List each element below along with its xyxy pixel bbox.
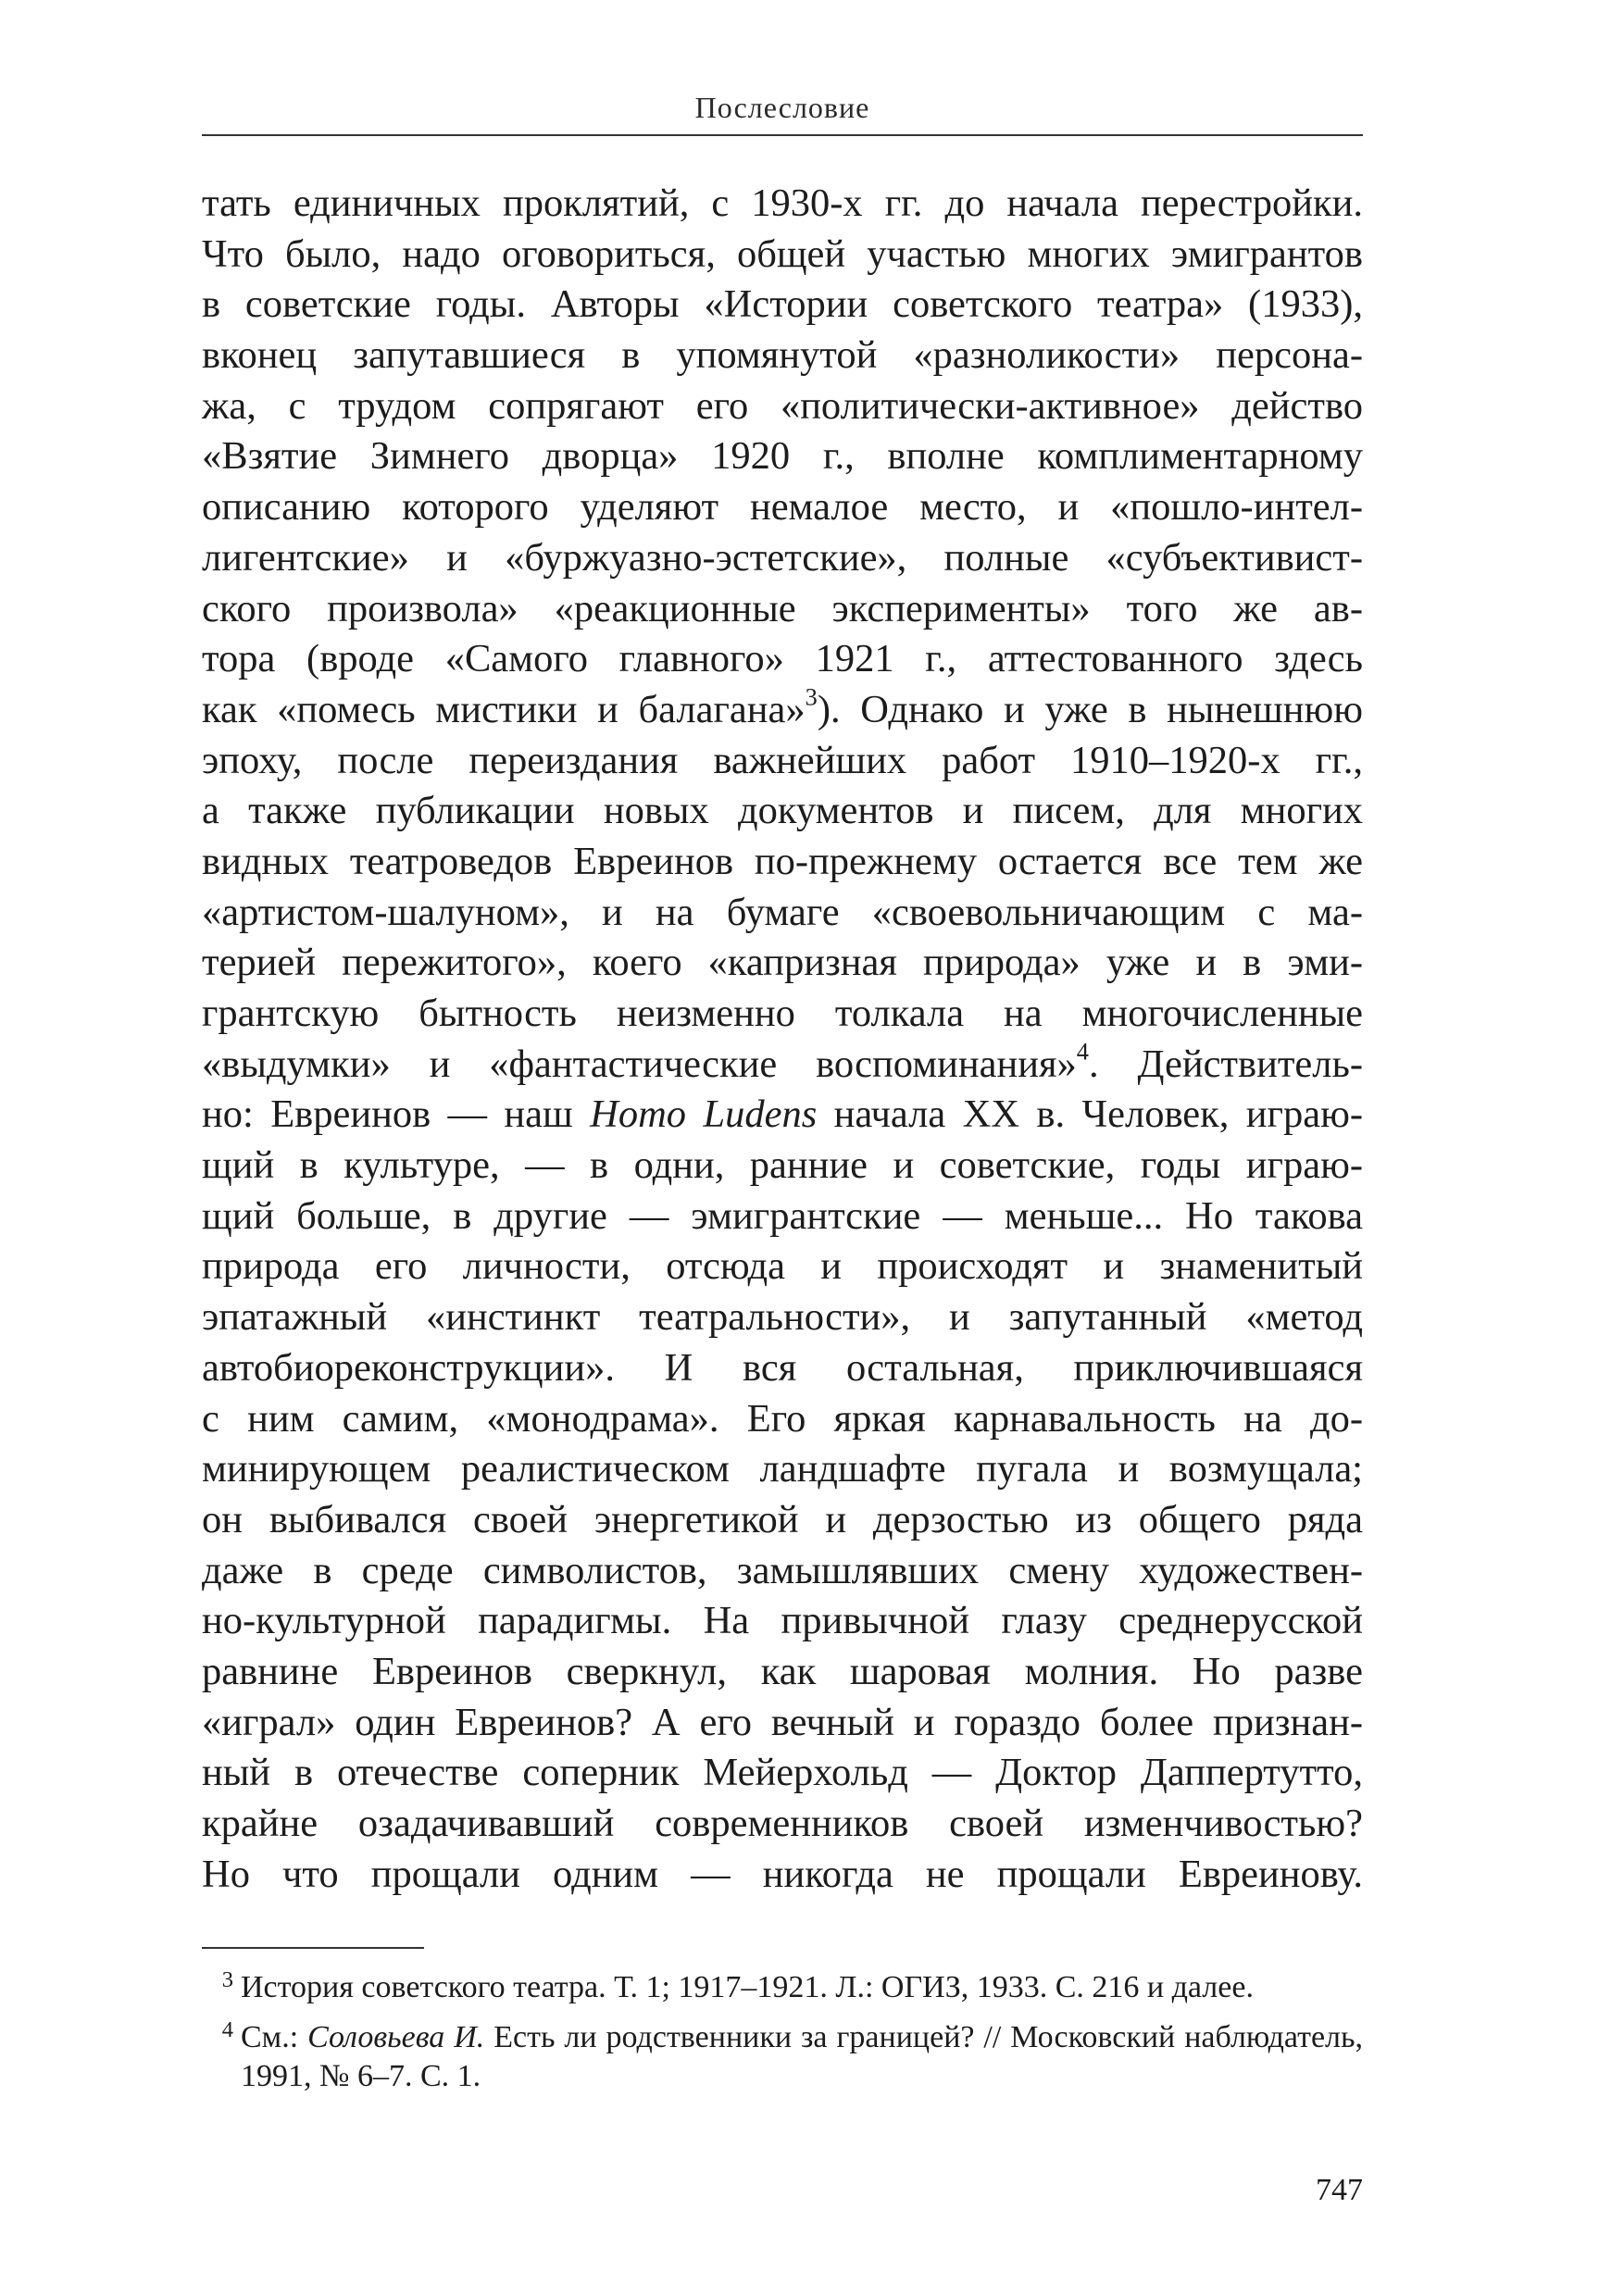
page-number: 747 [1316,2173,1363,2207]
footnote-rule [202,1947,424,1949]
text-line: ского произвола» «реакционные эксперименты» того же ав- [202,586,1363,630]
text-line: в советские годы. Авторы «Истории советского театра» (1933), [202,282,1363,327]
text-line: ный в отечестве соперник Мейерхольд — Доктор Даппертутто, [202,1751,1363,1795]
text-line: «Взятие Зимнего дворца» 1920 г., вполне комплиментарному [202,434,1363,479]
footnote-ref-4[interactable]: 4 [1076,1038,1089,1066]
text-line: автобиореконструкции». И вся остальная, приключившаяся [202,1345,1363,1390]
text-line: а также публикации новых документов и писем, для многих [202,789,1363,833]
text-line: минирующем реалистическом ландшафте пугала и возмущала; [202,1447,1363,1491]
text-line: природа его личности, отсюда и происходят и знаменитый [202,1244,1363,1289]
italic-term: Homo Ludens [590,1092,818,1137]
text-line: описанию которого уделяют немалое место, и «пошло-интел- [202,485,1363,530]
text-line: эпатажный «инстинкт театральности», и запутанный «метод [202,1295,1363,1340]
line-text: начала XX в. Человек, играю- [817,1092,1363,1137]
footnote-number: 4 [221,2017,233,2043]
text-line: даже в среде символистов, замышлявших смену художествен- [202,1548,1363,1592]
text-line: Но что прощали одним — никогда не прощали Евреинову. [202,1852,1363,1896]
footnote-4 [202,2011,1363,2096]
text-line: щий больше, в другие — эмигрантские — меньше... Но такова [202,1193,1363,1238]
line-text: «выдумки» и «фантастические воспоминания» [202,1042,1077,1086]
text-line: видных театроведов Евреинов по-прежнему остается все тем же [202,839,1363,883]
text-line: он выбивался своей энергетикой и дерзостью из общего ряда [202,1497,1363,1541]
text-line: щий в культуре, — в одни, ранние и советские, годы играю- [202,1143,1363,1188]
text-line: равнине Евреинов сверкнул, как шаровая молния. Но разве [202,1649,1363,1693]
footnote-ref-3[interactable]: 3 [805,683,818,711]
text-line: с ним самим, «монодрама». Его яркая карнавальность на до- [202,1396,1363,1441]
footnote-text: Есть ли родственники за границей? // Московский наблюдатель, 1991, № 6–7. С. 1. [241,2020,1364,2094]
text-line: тать единичных проклятий, с 1930-х гг. до начала перестройки. [202,181,1363,225]
footnote-number: 3 [221,1967,233,1992]
text-line: но-культурной парадигмы. На привычной глазу среднерусской [202,1599,1363,1643]
text-line: вконец запутавшиеся в упомянутой «разноликости» персона- [202,333,1363,378]
text-line: «артистом-шалуном», и на бумаге «своевольничающим с ма- [202,890,1363,934]
line-text: но: Евреинов — наш [202,1092,591,1137]
text-line: тора (вроде «Самого главного» 1921 г., аттестованного здесь [202,637,1363,681]
footnote-author: Соловьева И. [307,2020,485,2055]
text-line: лигентские» и «буржуазно-эстетские», полные «субъективист- [202,535,1363,580]
text-line: эпоху, после переиздания важнейших работ 1910–1920-х гг., [202,738,1363,782]
text-line: жа, с трудом сопрягают его «политически-активное» действо [202,383,1363,428]
footnote-text: История советского театра. Т. 1; 1917–1921. Л.: ОГИЗ, 1933. С. 216 и далее. [241,1970,1254,2005]
line-text: как «помесь мистики и балагана» [202,687,806,731]
running-head: Послесловие [694,91,870,124]
text-line [202,1040,1363,1091]
footnote-text: См.: [241,2020,308,2055]
text-line: Что было, надо оговориться, общей участью многих эмигрантов [202,231,1363,276]
text-line: грантскую бытность неизменно толкала на многочисленные [202,992,1363,1035]
text-line: крайне озадачивавший современников своей изменчивостью? [202,1802,1363,1845]
header-rule [202,134,1363,136]
text-line: «играл» один Евреинов? А его вечный и гораздо более признан- [202,1700,1363,1744]
text-line [202,1090,1363,1141]
body-text [202,179,1363,1900]
line-text: . Действитель- [1088,1042,1363,1086]
line-text: ). Однако и уже в нынешнюю [817,687,1363,731]
text-line [202,685,1363,736]
footnote-3 [202,1961,1363,2007]
text-line: терией пережитого», коего «капризная природа» уже и в эми- [202,941,1363,985]
footnotes [202,1961,1363,2100]
